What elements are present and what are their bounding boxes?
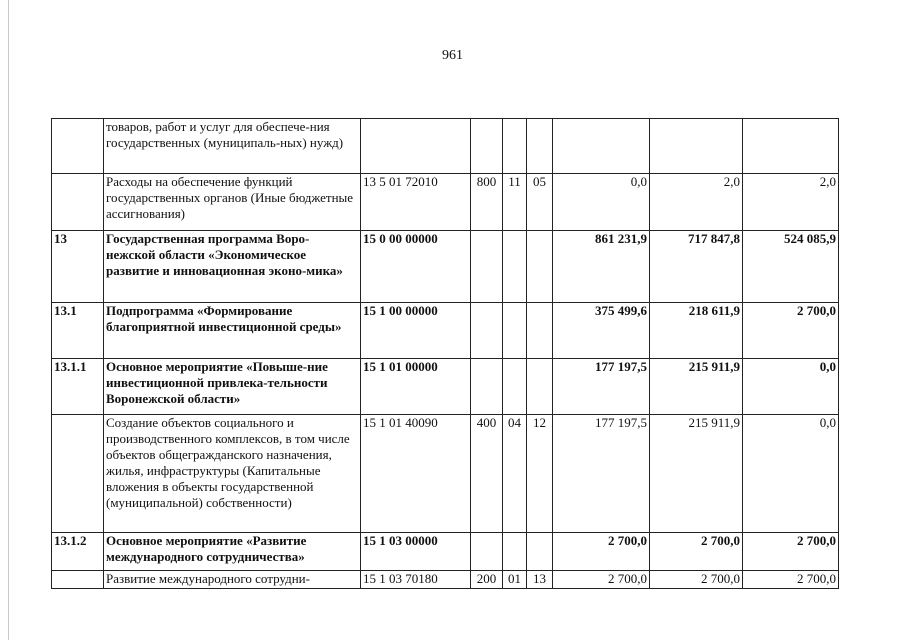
row-number: 13.1.1 [52, 359, 104, 415]
table-row [52, 533, 839, 571]
row-description: товаров, работ и услуг для обеспече-ния государственных (муниципаль-ных) нужд) [104, 119, 361, 174]
row-section: 11 [503, 174, 527, 231]
row-amount-year1: 861 231,9 [553, 231, 650, 303]
row-amount-year2: 717 847,8 [650, 231, 743, 303]
row-amount-year2: 215 911,9 [650, 359, 743, 415]
row-expense-type [471, 119, 503, 174]
row-budget-code: 15 1 03 70180 [361, 571, 471, 589]
row-budget-code: 15 1 00 00000 [361, 303, 471, 359]
row-expense-type [471, 533, 503, 571]
row-subsection: 12 [527, 415, 553, 533]
row-section [503, 119, 527, 174]
row-subsection [527, 119, 553, 174]
table-row [52, 571, 839, 589]
row-budget-code: 13 5 01 72010 [361, 174, 471, 231]
row-expense-type: 800 [471, 174, 503, 231]
row-section [503, 231, 527, 303]
table-row [52, 359, 839, 415]
row-number [52, 174, 104, 231]
row-description: Основное мероприятие «Развитие международного сотрудничества» [104, 533, 361, 571]
row-expense-type [471, 359, 503, 415]
scan-edge-line [8, 0, 9, 640]
row-number: 13.1 [52, 303, 104, 359]
row-subsection [527, 533, 553, 571]
row-amount-year1: 375 499,6 [553, 303, 650, 359]
row-expense-type: 400 [471, 415, 503, 533]
row-section [503, 303, 527, 359]
row-amount-year3: 2 700,0 [743, 303, 839, 359]
row-amount-year2 [650, 119, 743, 174]
row-subsection [527, 303, 553, 359]
budget-table [51, 118, 839, 589]
row-budget-code: 15 1 01 00000 [361, 359, 471, 415]
row-section: 01 [503, 571, 527, 589]
row-number [52, 571, 104, 589]
row-number [52, 415, 104, 533]
row-description: Основное мероприятие «Повыше-ние инвестиционной привлека-тельности Воронежской области» [104, 359, 361, 415]
row-amount-year3: 2 700,0 [743, 571, 839, 589]
row-amount-year2: 215 911,9 [650, 415, 743, 533]
row-amount-year1: 2 700,0 [553, 571, 650, 589]
row-amount-year1 [553, 119, 650, 174]
row-description: Государственная программа Воро-нежской области «Экономическое развитие и инновационная эконо-мика» [104, 231, 361, 303]
row-subsection [527, 231, 553, 303]
row-amount-year3: 2 700,0 [743, 533, 839, 571]
row-expense-type [471, 231, 503, 303]
row-amount-year3: 0,0 [743, 359, 839, 415]
table-row [52, 119, 839, 174]
row-amount-year3: 0,0 [743, 415, 839, 533]
row-amount-year1: 177 197,5 [553, 415, 650, 533]
row-amount-year2: 218 611,9 [650, 303, 743, 359]
row-amount-year2: 2 700,0 [650, 571, 743, 589]
table-row [52, 231, 839, 303]
row-amount-year3: 524 085,9 [743, 231, 839, 303]
row-description: Развитие международного сотрудни- [104, 571, 361, 589]
row-expense-type [471, 303, 503, 359]
row-subsection: 05 [527, 174, 553, 231]
row-amount-year1: 0,0 [553, 174, 650, 231]
row-amount-year3 [743, 119, 839, 174]
row-amount-year2: 2 700,0 [650, 533, 743, 571]
row-budget-code: 15 0 00 00000 [361, 231, 471, 303]
row-section [503, 359, 527, 415]
row-number: 13.1.2 [52, 533, 104, 571]
row-budget-code: 15 1 01 40090 [361, 415, 471, 533]
row-amount-year1: 2 700,0 [553, 533, 650, 571]
row-number [52, 119, 104, 174]
row-amount-year1: 177 197,5 [553, 359, 650, 415]
row-description: Расходы на обеспечение функций государственных органов (Иные бюджетные ассигнования) [104, 174, 361, 231]
table-row [52, 303, 839, 359]
row-description: Создание объектов социального и производственного комплексов, в том числе объектов общегражданского назначения, жилья, инфраструктуры (Капитальные вложения в объекты государственной (муниципальной) собственности) [104, 415, 361, 533]
table-row [52, 415, 839, 533]
row-amount-year3: 2,0 [743, 174, 839, 231]
row-description: Подпрограмма «Формирование благоприятной инвестиционной среды» [104, 303, 361, 359]
row-number: 13 [52, 231, 104, 303]
table-row [52, 174, 839, 231]
row-section [503, 533, 527, 571]
row-section: 04 [503, 415, 527, 533]
row-expense-type: 200 [471, 571, 503, 589]
row-subsection: 13 [527, 571, 553, 589]
row-budget-code: 15 1 03 00000 [361, 533, 471, 571]
page-number: 961 [442, 48, 463, 63]
row-budget-code [361, 119, 471, 174]
row-amount-year2: 2,0 [650, 174, 743, 231]
row-subsection [527, 359, 553, 415]
